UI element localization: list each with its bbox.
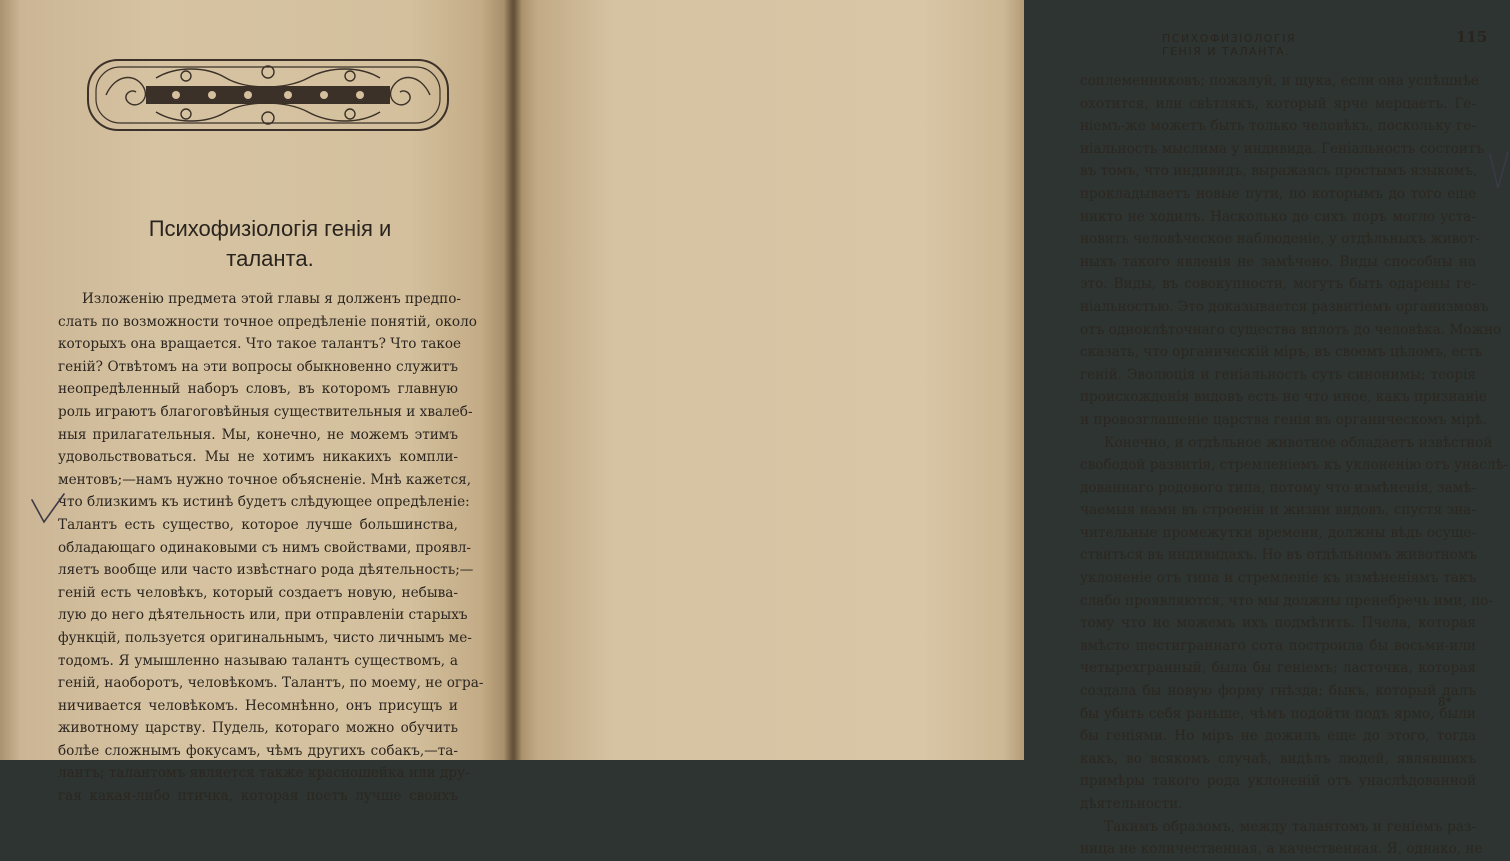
text-line: дованнаго родового типа, потому что измѣненiя, замѣ- [1080,479,1477,496]
text-line: въ томъ, что индивидъ, выражаясь простымъ языкомъ, [1080,163,1478,180]
text-line: сказать, что органическiй мiръ, въ своемъ цѣломъ, есть [1080,344,1483,361]
text-line: бы убить себя раньше, чѣмъ подойти подъ ярмо, были [1080,705,1476,722]
text-line: функцiй, пользуется оригинальнымъ, чисто личнымъ ме- [58,629,472,646]
text-line: нiальность мыслима у индивида. Генiальность состоитъ [1080,140,1485,157]
text-line: и провозглашенiе царства генiя въ органическомъ мiрѣ. [1080,411,1487,428]
text-line: роль играютъ благоговѣйныя существительныя и хвалеб- [58,403,473,420]
text-line: обладающаго одинаковыми съ нимъ свойствами, проявл- [58,539,472,556]
book-gutter [504,0,522,760]
text-line: уклоненiе отъ типа и стремленiе къ измѣненiямъ такъ [1080,570,1476,587]
text-line: лантъ; талантомъ является также красношейка или дру- [58,765,470,782]
left-page-body-text [58,288,484,808]
text-line: Талантъ есть существо, которое лучше большинства, [58,516,458,533]
text-line: происхожденiя видовъ есть не что иное, какъ признанiе [1080,389,1487,406]
text-line: что близкимъ къ истинѣ будетъ слѣдующее опредѣленiе: [58,494,470,511]
right-page-body-text [1080,70,1509,861]
text-line: нiемъ-же можетъ быть только человѣкъ, поскольку ге- [1080,118,1476,135]
text-line: Такимъ образомъ, между талантомъ и генiемъ раз- [1104,818,1476,835]
text-line: ляетъ вообще или часто извѣстнаго рода дѣятельность;— [58,562,474,579]
text-line: генiй, наоборотъ, человѣкомъ. Талантъ, по моему, не огра- [58,675,484,692]
text-line: Конечно, и отдѣльное животное обладаетъ извѣстной [1104,434,1493,451]
text-line: которыхъ она вращается. Что такое талантъ? Что такое [58,336,462,353]
text-line: четырехгранный, была бы генiемъ; ласточка, которая [1080,660,1476,677]
text-line: ствиться въ индивидахъ. Но въ отдѣльномъ животномъ [1080,547,1478,564]
text-line: ныя прилагательныя. Мы, конечно, не можемъ этимъ [58,426,458,443]
headpiece-ornament-icon [86,58,450,132]
text-line: никто не ходилъ. Насколько до сихъ поръ могло уста- [1080,208,1476,225]
text-line: дѣятельности. [1080,796,1183,812]
text-line: бы генiями. Но мiръ не дожилъ еще до этого, тогда [1080,728,1476,745]
text-line: тодомъ. Я умышленно называю талантъ существомъ, а [58,652,458,669]
text-line: Изложенiю предмета этой главы я долженъ предпо- [82,291,461,307]
text-line: новить человѣческое наблюденiе, у отдѣльныхъ живот- [1080,231,1480,248]
page-number: 115 [1456,28,1488,46]
text-line: удовольствоваться. Мы не хотимъ никакихъ компли- [58,449,458,466]
text-line: лую до него дѣятельность или, при отправленiи старыхъ [58,607,468,624]
text-line: ментовъ;—намъ нужно точное объясненiе. Мнѣ кажется, [58,471,472,488]
text-line: тому что не можемъ ихъ подмѣтить. Пчела, которая [1080,615,1476,632]
text-line: генiй. Эволюцiя и генiальность суть синонимы; теорiя [1080,366,1476,383]
pencil-checkmark-icon [30,492,66,526]
text-line: генiй есть человѣкъ, который создаетъ новую, небыва- [58,584,458,601]
chapter-title [80,214,460,274]
text-line: животному царству. Пудель, котораго можно обучить [58,720,458,737]
text-line: нiальностью. Это доказывается развитiемъ организмовъ [1080,298,1489,315]
left-page [0,0,512,805]
text-line: охотится, или свѣтлякъ, который ярче мерцаетъ. Ге- [1080,95,1476,112]
text-line: неопредѣленный наборъ словъ, въ которомъ главную [58,381,458,398]
chapter-title-line-2: таланта. [226,246,314,271]
text-line: слабо проявляются, что мы должны пренебречь ими, по- [1080,592,1493,609]
text-line: вмѣсто шестиграннаго сота построила бы восьми-или [1080,637,1476,654]
pencil-checkmark-icon [1488,150,1510,192]
chapter-title-line-1: Психофизiологiя генiя и [148,216,392,241]
text-line: ница не количественная, а качественная. Я, однако, не [1080,841,1483,858]
text-line: соплеменниковъ; пожалуй, и щука, если она успѣшнѣе [1080,73,1479,89]
text-line: ныхъ такого явленiя не замѣчено. Виды способны на [1080,253,1476,270]
text-line: отъ одноклѣточнаго существа вплоть до человѣка. Можно [1080,321,1502,338]
text-line: болѣе сложнымъ фокусамъ, чѣмъ другихъ собакъ,—та- [58,742,458,759]
text-line: прокладываетъ новые пути, по которымъ до того еще [1080,185,1476,202]
right-page [512,0,1509,858]
text-line: создала бы новую форму гнѣзда; быкъ, который далъ [1080,683,1476,700]
text-line: гая какая-либо птичка, которая поетъ лучше своихъ [58,788,458,805]
text-line: слать по возможности точное опредѣленiе понятiй, около [58,313,477,330]
text-line: свободой развитiя, стремленiемъ къ уклоненiю отъ унаслѣ- [1080,457,1509,474]
text-line: примѣры такого рода уклоненiй отъ унаслѣдованной [1080,773,1476,790]
text-line: ничивается человѣкомъ. Несомнѣнно, онъ присущъ и [58,697,458,714]
running-header: ПСИХОФИЗIОЛОГIЯ ГЕНIЯ И ТАЛАНТА. [1162,32,1297,58]
signature-mark: 8* [1438,695,1452,709]
text-line: какъ, во всякомъ случаѣ, видѣлъ людей, являвшихъ [1080,750,1476,767]
text-line: генiй? Отвѣтомъ на эти вопросы обыкновенно служитъ [58,358,458,375]
text-line: чаемыя нами въ строенiи и жизни видовъ, спустя зна- [1080,502,1476,519]
text-line: чительные промежутки времени, должны вѣдь осуще- [1080,524,1476,541]
text-line: это. Виды, въ совокупности, могутъ быть одарены ге- [1080,276,1476,293]
